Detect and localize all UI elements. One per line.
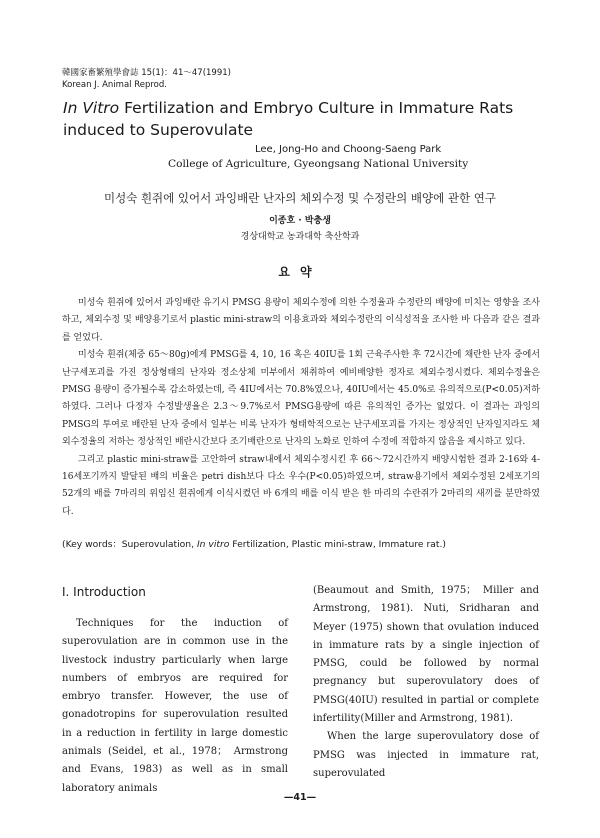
title-italic: In Vitro [63, 99, 120, 117]
keywords [62, 536, 446, 550]
korean-affiliation: 경상대학교 농과대학 축산학과 [240, 232, 360, 242]
page-number: —41— [283, 792, 317, 803]
paper-title [63, 97, 563, 141]
intro-paragraph-3: When the large superovulatory dose of PMSG was injected in immature rat, superovulated [313, 731, 539, 779]
korean-title: 미성숙 흰쥐에 있어서 과잉배란 난자의 체외수정 및 수정란의 배양에 관한 연구 [103, 191, 497, 205]
intro-left-column [62, 615, 288, 798]
title-line1: Fertilization and Embryo Culture in Immature Rats [119, 99, 514, 117]
abstract-paragraph-3: 그리고 plastic mini-straw를 고안하여 straw내에서 체외수정시킨 후 66～72시간까지 배양시험한 결과 2-16와 4-16세포기까지 발달된 배의 비율은 petri dish보다 다소 우수(P<0.05)하였으며, straw용기에서 체외수정된 2세포기의 52개의 배를 7마리의 위임신 흰쥐에게 이식시켰던 바 6개의 배를 이식 받은 한 마리의 수란쥐가 2마리의 새끼를 분만하였다. [62, 454, 540, 517]
abstract-paragraph-2: 미성숙 흰쥐(체중 65～80g)에게 PMSG를 4, 10, 16 혹은 40IU를 1회 근육주사한 후 72시간에 채란한 난자 중에서 난구세포괴를 가진 정상형태의 난자와 정소상체 미부에서 채취하여 예비배양한 정자로 체외수정시켰다. 체외수정율은 PMSG 용량이 증가될수록 감소하였는데, 즉 4IU에서는 70.8%였으나, 40IU에서는 45.0%로 유의적으로(P<0.05)저하하였다. 그러나 다정자 수정발생율은 2.3～9.7%로서 PMSG용량에 따른 유의적인 증가는 없었다. 이 결과는 과잉의 PMSG의 투여로 배란된 난자 중에서 일부는 비록 난자가 형태학적으로는 난구세포괴를 가지는 정상적인 난자일지라도 체외수정율의 저하는 정상적인 배란시간보다 조기배란으로 난자의 노화로 인하여 수정에 적합하지 않음을 제시하고 있다. [62, 350, 540, 448]
intro-right-column [313, 582, 539, 783]
keywords-prefix: (Key words：Superovulation, [62, 539, 197, 550]
title-line2: induced to Superovulate [63, 121, 254, 139]
journal-citation: 韓國家畜繁殖學會誌 15(1)：41～47(1991) [62, 68, 231, 78]
section-heading: Ⅰ. Introduction [62, 585, 146, 599]
authors: Lee, Jong-Ho and Choong-Saeng Park [255, 144, 442, 155]
journal-name: Korean J. Animal Reprod. [62, 80, 167, 90]
korean-authors: 이종호 · 박충생 [269, 216, 331, 226]
keywords-italic: In vitro [196, 539, 230, 550]
intro-paragraph-1: Techniques for the induction of superovulation are in common use in the livestock industry particularly when large numbers of embryos are required for embryo transfer. However, the use of gonadotropins for superovulation resulted in a reduction in fertility in large domestic animals (Seidel, et al., 1978； Armstrong and Evans, 1983) as well as in small laboratory animals [62, 618, 288, 794]
intro-paragraph-2: (Beaumout and Smith, 1975； Miller and Armstrong, 1981). Nuti, Sridharan and Meyer (1975) shown that ovulation induced in immature rats by a single injection of PMSG, could be followed by normal pregnancy but superovulatory does of PMSG(40IU) resulted in partial or complete infertility(Miller and Armstrong, 1981). [313, 585, 539, 725]
keywords-suffix: Fertilization, Plastic mini-straw, Immature rat.) [229, 539, 446, 550]
affiliation: College of Agriculture, Gyeongsang National University [168, 158, 469, 170]
summary-heading: 요약 [278, 265, 322, 279]
korean-abstract [62, 295, 540, 521]
abstract-paragraph-1: 미성숙 흰쥐에 있어서 과잉배란 유기시 PMSG 용량이 체외수정에 의한 수정율과 수정란의 배양에 미치는 영향을 조사하고, 체외수정 및 배양용기로서 plastic mini-straw의 이용효과와 체외수정란의 이식성적을 조사한 바 다음과 같은 결과를 얻었다. [62, 298, 540, 343]
